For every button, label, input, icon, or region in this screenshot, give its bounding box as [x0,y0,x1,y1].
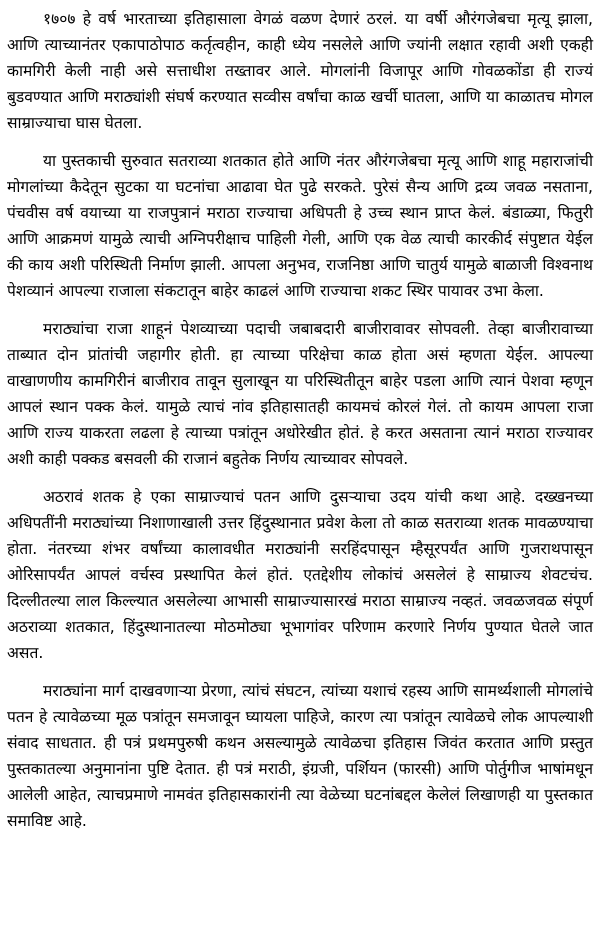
paragraph-1707-aurangzeb-death: १७०७ हे वर्ष भारताच्या इतिहासाला वेगळं वळण देणारं ठरलं. या वर्षी औरंगजेबचा मृत्यू झाला, आणि त्याच्यानंतर एकापाठोपाठ कर्तृत्वहीन, काही ध्येय नसलेले आणि ज्यांनी लक्षात रहावी अशी एकही कामगिरी केली नाही असे सत्ताधीश तख्तावर आले. मोगलांनी विजापूर आणि गोवळकोंडा ही राज्यं बुडवण्यात आणि मराठ्यांशी संघर्ष करण्यात सव्वीस वर्षांचा काळ खर्ची घातला, आणि या काळातच मोगल साम्राज्याचा घास घेतला. [7,10,593,132]
paragraph-book-beginning-shahu: या पुस्तकाची सुरुवात सतराव्या शतकात होते आणि नंतर औरंगजेबचा मृत्यू आणि शाहू महाराजांची मोगलांच्या कैदेतून सुटका या घटनांचा आढावा घेत पुढे सरकते. पुरेसं सैन्य आणि द्रव्य जवळ नसताना, पंचवीस वर्ष वयाच्या या राजपुत्रानं मराठा राज्याचा अधिपती हे उच्च स्थान प्राप्त केलं. बंडाळ्या, फितुरी आणि आक्रमणं यामुळे त्याची अग्निपरीक्षाच पाहिली गेली, आणि एक वेळ त्याची कारकीर्द संपुष्टात येईल की काय अशी परिस्थिती निर्माण झाली. आपला अनुभव, राजनिष्ठा आणि चातुर्य यामुळे बाळाजी विश्वनाथ पेशव्यानं आपल्या राजाला संकटातून बाहेर काढलं आणि राज्याचा शकट स्थिर पायावर उभा केला. [7,152,593,300]
paragraph-bajirao-peshwa: मराठ्यांचा राजा शाहूनं पेशव्याच्या पदाची जबाबदारी बाजीरावावर सोपवली. तेव्हा बाजीरावाच्या ताब्यात दोन प्रांतांची जहागीर होती. हा त्याच्या परिक्षेचा काळ होता असं म्हणता येईल. आपल्या वाखाणणीय कामगिरीनं बाजीराव तावून सुलाखून या परिस्थितीतून बाहेर पडला आणि त्यानं पेशवा म्हणून आपलं स्थान पक्क केलं. यामुळे त्याचं नांव इतिहासातही कायमचं कोरलं गेलं. तो कायम आपला राजा आणि राज्य याकरता लढला हे त्याच्या पत्रांतून अधोरेखीत होतं. हे करत असताना त्यानं मराठा राज्यावर अशी काही पक्कड बसवली की राजानं बहुतेक निर्णय त्याच्यावर सोपवले. [7,320,593,468]
paragraph-eighteenth-century: अठरावं शतक हे एका साम्राज्याचं पतन आणि दुसऱ्याचा उदय यांची कथा आहे. दख्खनच्या अधिपतींनी मराठ्यांच्या निशाणाखाली उत्तर हिंदुस्थानात प्रवेश केला तो काळ सतराव्या शतक मावळण्याचा होता. नंतरच्या शंभर वर्षांच्या कालावधीत मराठ्यांनी सरहिंदपासून म्हैसूरपर्यंत आणि गुजराथपासून ओरिसापर्यंत आपलं वर्चस्व प्रस्थापित केलं होतं. एतद्देशीय लोकांचं असलेलं हे साम्राज्य शेवटचंच. दिल्लीतल्या लाल किल्ल्यात असलेल्या आभासी साम्राज्यासारखं मराठा साम्राज्य नव्हतं. जवळजवळ संपूर्ण अठराव्या शतकात, हिंदुस्थानातल्या मोठमोठ्या भूभागांवर परिणाम करणारे निर्णय पुण्यात घेतले जात असत. [7,488,593,662]
paragraph-original-letters: मराठ्यांना मार्ग दाखवणाऱ्या प्रेरणा, त्यांचं संघटन, त्यांच्या यशाचं रहस्य आणि सामर्थ्यशाली मोगलांचे पतन हे त्यावेळच्या मूळ पत्रांतून समजावून घ्यायला पाहिजे, कारण त्या पत्रांतून त्यावेळचे लोक आपल्याशी संवाद साधतात. ही पत्रं प्रथमपुरुषी कथन असल्यामुळे त्यावेळचा इतिहास जिवंत करतात आणि प्रस्तुत पुस्तकातल्या अनुमानांना पुष्टि देतात. ही पत्रं मराठी, इंग्रजी, पर्शियन (फारसी) आणि पोर्तुगीज भाषांमधून आलेली आहेत, त्याचप्रमाणे नामवंत इतिहासकारांनी त्या वेळेच्या घटनांबद्दल केलेलं लिखाणही या पुस्तकात समाविष्ट आहे. [7,682,593,830]
